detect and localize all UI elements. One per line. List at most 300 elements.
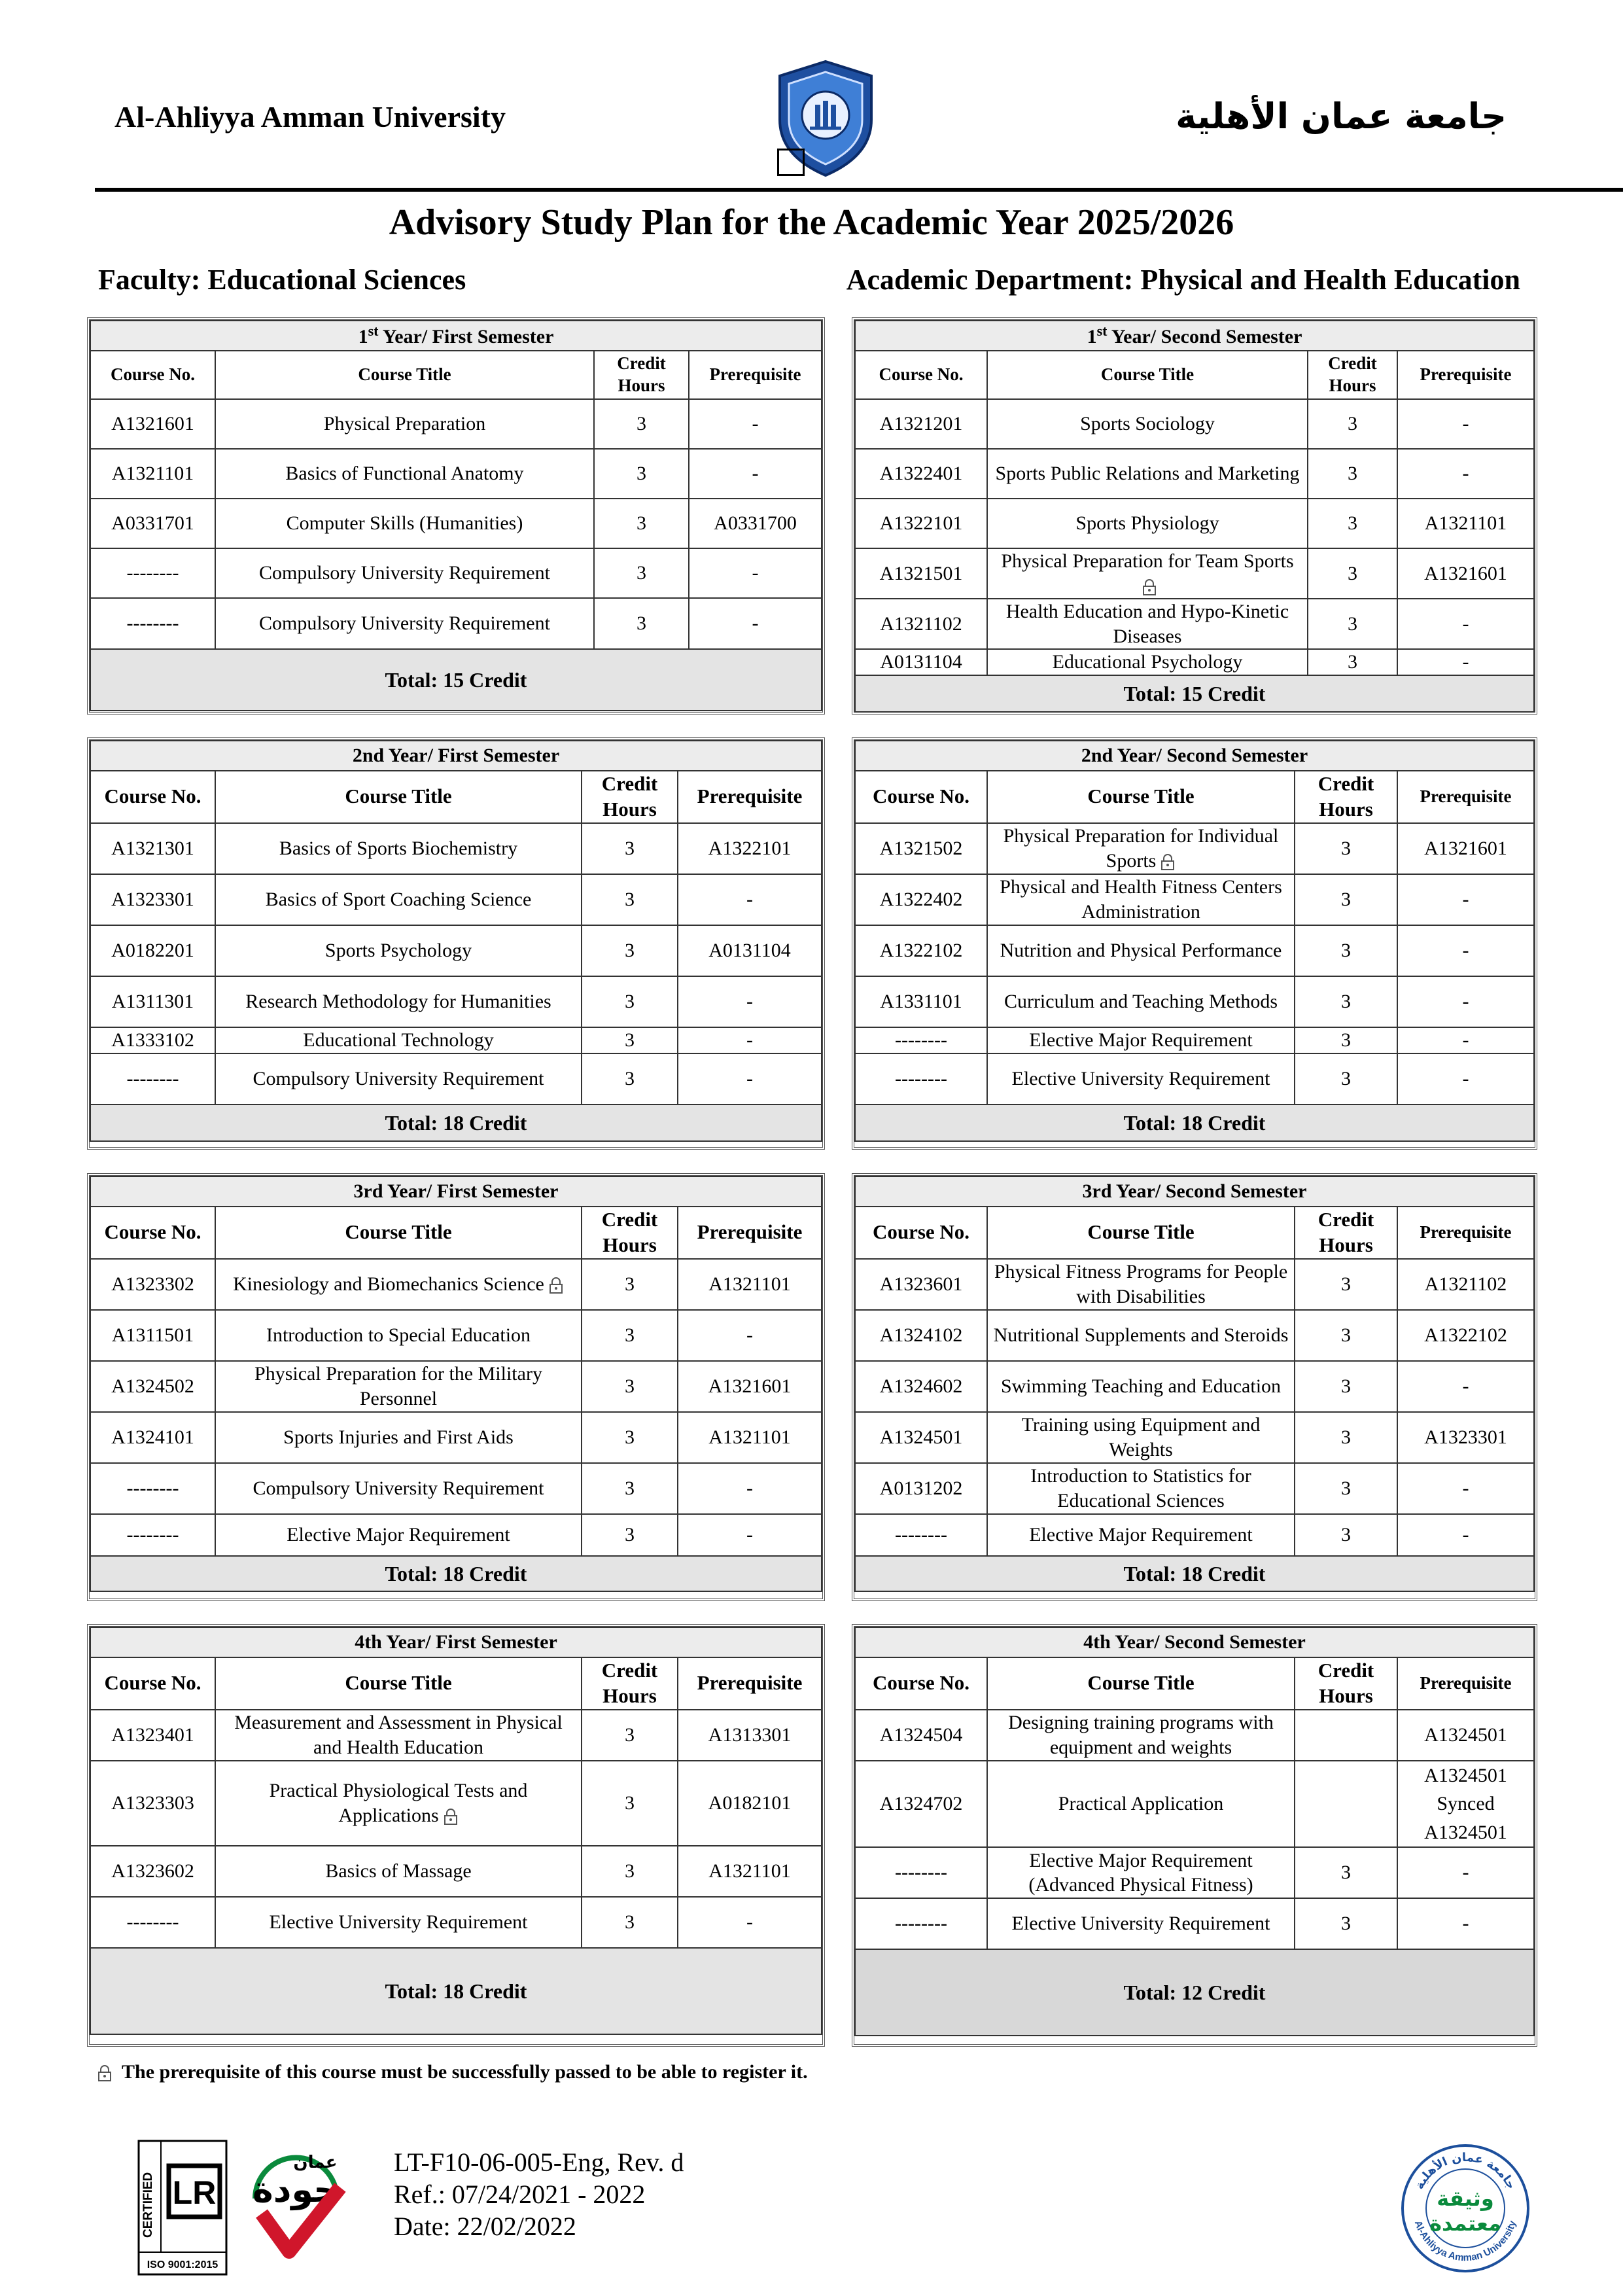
course-title: Measurement and Assessment in Physical and Health Education [215,1710,582,1761]
credit-hours: 3 [582,874,678,925]
col-course-title: Course Title [215,1657,582,1710]
semester-title: 1st Year/ Second Semester [855,321,1534,351]
course-title: Physical and Health Fitness Centers Administration [987,874,1295,925]
course-no: A1324502 [90,1361,215,1412]
page-title: Advisory Study Plan for the Academic Year 2025/2026 [389,202,1234,243]
seal-center-line2: معتمدة [1429,2211,1501,2236]
semester-title: 2nd Year/ Second Semester [855,741,1534,771]
col-course-title: Course Title [215,351,594,399]
semester-total: Total: 18 Credit [855,1104,1534,1141]
semester-table-y2s2 [852,737,1537,1150]
course-no: A0182201 [90,925,215,976]
iso-lr-mark: LR [172,2174,217,2211]
course-title: Nutritional Supplements and Steroids [987,1310,1295,1361]
table-row [90,1310,822,1361]
col-credit-hours: Credit Hours [582,1207,678,1259]
semester-table-y4s1 [87,1624,825,2047]
credit-hours: 3 [1295,874,1397,925]
table-row [90,1412,822,1463]
jawda-quality-logo [242,2136,350,2261]
course-title: Curriculum and Teaching Methods [987,976,1295,1027]
semester-title: 4th Year/ Second Semester [855,1627,1534,1657]
course-no: -------- [855,1027,987,1053]
course-title: Sports Psychology [215,925,582,976]
table-row [855,449,1534,499]
course-no: A1311301 [90,976,215,1027]
table-row [855,1053,1534,1104]
credit-hours: 3 [1308,548,1397,599]
course-no: A1322401 [855,449,987,499]
faculty-label: Faculty: Educational Sciences [98,264,466,296]
credit-hours: 3 [582,1463,678,1514]
university-name-ar: جامعة عمان الأهلية [1176,96,1507,137]
table-row [855,1027,1534,1053]
course-no: A0331701 [90,499,215,548]
course-no: -------- [90,1514,215,1556]
prerequisite: A1321601 [678,1361,822,1412]
semester-total: Total: 15 Credit [90,649,822,711]
course-title: Elective University Requirement [987,1898,1295,1949]
table-row [855,823,1534,874]
col-course-title: Course Title [987,1207,1295,1259]
course-no: -------- [90,1463,215,1514]
credit-hours: 3 [1308,449,1397,499]
course-title: Elective University Requirement [215,1897,582,1948]
table-row [855,548,1534,599]
course-no: A1323601 [855,1259,987,1310]
course-title: Physical Preparation for the Military Personnel [215,1361,582,1412]
header-divider [95,188,1623,192]
course-no: A1321501 [855,548,987,599]
table-row [855,1310,1534,1361]
prerequisite: - [689,449,822,499]
course-no: -------- [855,1898,987,1949]
col-course-no: Course No. [90,1657,215,1710]
footnote [97,2061,808,2083]
form-date: Date: 22/02/2022 [394,2212,576,2241]
prerequisite: A0131104 [678,925,822,976]
credit-hours: 3 [582,1412,678,1463]
course-title: Elective Major Requirement (Advanced Physical Fitness) [987,1847,1295,1898]
seal-center-line1: وثيقة [1437,2186,1494,2211]
lock-icon [1160,854,1176,871]
course-title: Elective Major Requirement [987,1027,1295,1053]
col-course-no: Course No. [855,1657,987,1710]
col-credit-hours: Credit Hours [1295,1207,1397,1259]
semester-total: Total: 18 Credit [90,1104,822,1141]
prerequisite: - [678,1027,822,1053]
credit-hours: 3 [1308,399,1397,449]
course-title: Basics of Sports Biochemistry [215,823,582,874]
course-title: Elective Major Requirement [987,1514,1295,1556]
credit-hours: 3 [582,976,678,1027]
course-title: Physical Preparation for Individual Sports [987,823,1295,874]
course-title: Swimming Teaching and Education [987,1361,1295,1412]
col-credit-hours: Credit Hours [1295,1657,1397,1710]
prerequisite: A1321101 [678,1846,822,1897]
course-title: Sports Public Relations and Marketing [987,449,1308,499]
table-row [90,925,822,976]
table-row [855,1412,1534,1463]
prerequisite: - [1397,874,1534,925]
prerequisite: A1313301 [678,1710,822,1761]
course-title: Computer Skills (Humanities) [215,499,594,548]
form-code: LT-F10-06-005-Eng, Rev. d [394,2147,684,2177]
col-course-no: Course No. [90,351,215,399]
course-no: A1324702 [855,1761,987,1848]
credit-hours: 3 [582,823,678,874]
course-no: -------- [855,1847,987,1898]
iso-standard-text: ISO 9001:2015 [147,2259,218,2270]
credit-hours: 3 [582,1514,678,1556]
course-no: -------- [855,1053,987,1104]
col-course-title: Course Title [987,771,1295,823]
credit-hours: 3 [1295,1027,1397,1053]
course-no: A1321201 [855,399,987,449]
credit-hours: 3 [582,1761,678,1846]
col-credit-hours: Credit Hours [1308,351,1397,399]
table-row [90,1463,822,1514]
course-no: A1324504 [855,1710,987,1761]
course-title: Designing training programs with equipment and weights [987,1710,1295,1761]
table-row [90,1259,822,1310]
course-title: Physical Preparation for Team Sports [987,548,1308,599]
course-title: Educational Technology [215,1027,582,1053]
course-title: Introduction to Statistics for Educational Sciences [987,1463,1295,1514]
credit-hours: 3 [594,449,689,499]
table-row [90,874,822,925]
table-row [90,499,822,548]
course-title: Kinesiology and Biomechanics Science [215,1259,582,1310]
credit-hours: 3 [1295,925,1397,976]
course-title: Sports Injuries and First Aids [215,1412,582,1463]
course-no: A1321601 [90,399,215,449]
course-no: -------- [855,1514,987,1556]
table-row [855,1361,1534,1412]
table-row [855,925,1534,976]
course-no: A1323302 [90,1259,215,1310]
prerequisite: A1324501 [1397,1710,1534,1761]
course-no: A1323602 [90,1846,215,1897]
course-no: A1324602 [855,1361,987,1412]
col-prerequisite: Prerequisite [689,351,822,399]
credit-hours: 3 [582,925,678,976]
course-title: Practical Physiological Tests and Applications [215,1761,582,1846]
course-no: A1331101 [855,976,987,1027]
credit-hours: 3 [594,598,689,649]
course-title: Research Methodology for Humanities [215,976,582,1027]
col-course-no: Course No. [855,1207,987,1259]
table-row [855,976,1534,1027]
credit-hours: 3 [1295,976,1397,1027]
prerequisite: - [689,399,822,449]
credit-hours: 3 [1295,1898,1397,1949]
table-row [855,399,1534,449]
prerequisite: A0331700 [689,499,822,548]
col-credit-hours: Credit Hours [1295,771,1397,823]
credit-hours: 3 [1295,1847,1397,1898]
table-row [90,598,822,649]
course-title: Training using Equipment and Weights [987,1412,1295,1463]
table-row [855,1463,1534,1514]
prerequisite: - [1397,1361,1534,1412]
prerequisite: - [1397,449,1534,499]
table-row [855,1259,1534,1310]
credit-hours: 3 [582,1361,678,1412]
prerequisite: A1321601 [1397,823,1534,874]
course-no: -------- [90,548,215,598]
col-course-no: Course No. [90,1207,215,1259]
prerequisite: A0182101 [678,1761,822,1846]
col-prerequisite: Prerequisite [678,1657,822,1710]
prerequisite: - [678,976,822,1027]
credit-hours: 3 [594,548,689,598]
course-no: A1311501 [90,1310,215,1361]
course-title: Elective Major Requirement [215,1514,582,1556]
course-no: A1321301 [90,823,215,874]
prerequisite: - [1397,1053,1534,1104]
form-ref: Ref.: 07/24/2021 - 2022 [394,2180,646,2209]
course-no: A1324102 [855,1310,987,1361]
course-title: Basics of Massage [215,1846,582,1897]
course-no: -------- [90,598,215,649]
credit-hours: 3 [594,399,689,449]
lock-icon [548,1277,564,1294]
course-no: A1322102 [855,925,987,976]
table-row [90,1846,822,1897]
semester-title: 3rd Year/ First Semester [90,1176,822,1207]
course-no: A0131202 [855,1463,987,1514]
col-prerequisite: Prerequisite [1397,1657,1534,1710]
credit-hours: 3 [582,1897,678,1948]
table-row [90,399,822,449]
lock-icon [97,2065,113,2082]
course-title: Introduction to Special Education [215,1310,582,1361]
semester-table-y2s1 [87,737,825,1150]
col-prerequisite: Prerequisite [1397,1207,1534,1259]
prerequisite: - [1397,599,1534,649]
table-row [855,1710,1534,1761]
semester-title: 3rd Year/ Second Semester [855,1176,1534,1207]
course-no: A1323301 [90,874,215,925]
course-no: -------- [90,1897,215,1948]
prerequisite: - [678,1897,822,1948]
course-title: Nutrition and Physical Performance [987,925,1295,976]
footnote-text: The prerequisite of this course must be successfully passed to be able to register it. [122,2061,808,2083]
prerequisite: - [1397,1898,1534,1949]
credit-hours: 3 [582,1310,678,1361]
semester-table-y3s1 [87,1173,825,1601]
table-row [855,1898,1534,1949]
jawda-big-text: جودة [252,2169,340,2210]
credit-hours: 3 [1295,1053,1397,1104]
semester-table-y4s2 [852,1624,1537,2047]
credit-hours: 3 [582,1027,678,1053]
prerequisite: - [678,874,822,925]
semester-total: Total: 18 Credit [90,1948,822,2034]
table-row [855,1761,1534,1848]
semester-table-y1s1 [87,317,825,715]
table-row [90,1514,822,1556]
table-row [90,1361,822,1412]
credit-hours: 3 [1308,649,1397,675]
prerequisite: - [1397,976,1534,1027]
credit-hours: 3 [582,1053,678,1104]
col-course-no: Course No. [90,771,215,823]
lock-icon [1142,579,1157,596]
semester-total: Total: 15 Credit [855,675,1534,712]
course-title: Elective University Requirement [987,1053,1295,1104]
col-course-no: Course No. [855,351,987,399]
course-title: Compulsory University Requirement [215,1053,582,1104]
semester-title: 1st Year/ First Semester [90,321,822,351]
table-row [90,1053,822,1104]
col-prerequisite: Prerequisite [678,1207,822,1259]
col-credit-hours: Credit Hours [594,351,689,399]
university-name-en: Al-Ahliyya Amman University [114,100,506,133]
seal-bottom-text: Al-Ahliyya Amman University [1412,2219,1519,2264]
table-row [90,976,822,1027]
course-title: Sports Sociology [987,399,1308,449]
prerequisite: - [678,1053,822,1104]
semester-title: 2nd Year/ First Semester [90,741,822,771]
course-no: A1321102 [855,599,987,649]
col-course-title: Course Title [215,1207,582,1259]
course-title: Health Education and Hypo-Kinetic Diseases [987,599,1308,649]
table-row [855,874,1534,925]
semester-total: Total: 18 Credit [90,1556,822,1591]
seal-top-text: جامعة عمان الأهلية [1412,2150,1518,2192]
prerequisite: - [1397,1027,1534,1053]
table-row [90,449,822,499]
credit-hours: 3 [1295,1361,1397,1412]
credit-hours: 3 [1308,499,1397,548]
table-row [90,548,822,598]
course-no: A1324501 [855,1412,987,1463]
credit-hours: 3 [582,1259,678,1310]
credit-hours [1295,1710,1397,1761]
col-prerequisite: Prerequisite [1397,771,1534,823]
course-no: A1322101 [855,499,987,548]
col-course-title: Course Title [215,771,582,823]
semester-title: 4th Year/ First Semester [90,1627,822,1657]
col-prerequisite: Prerequisite [1397,351,1534,399]
lock-icon [443,1809,459,1826]
jawda-small-text: عمان [293,2153,338,2172]
table-row [855,1514,1534,1556]
col-course-title: Course Title [987,1657,1295,1710]
course-title: Physical Fitness Programs for People with Disabilities [987,1259,1295,1310]
course-no: A1323303 [90,1761,215,1846]
credit-hours: 3 [1295,823,1397,874]
course-no: A0131104 [855,649,987,675]
credit-hours: 3 [1295,1463,1397,1514]
prerequisite: - [678,1514,822,1556]
iso-certified-badge [137,2140,228,2276]
semester-table-y1s2 [852,317,1537,715]
prerequisite: - [678,1310,822,1361]
prerequisite: - [1397,399,1534,449]
form-info [394,2146,684,2242]
table-row [90,1027,822,1053]
course-title: Compulsory University Requirement [215,548,594,598]
course-title: Compulsory University Requirement [215,1463,582,1514]
prerequisite: A1323301 [1397,1412,1534,1463]
course-title: Basics of Functional Anatomy [215,449,594,499]
prerequisite: - [689,548,822,598]
table-row [90,1761,822,1846]
course-no: -------- [90,1053,215,1104]
course-title: Sports Physiology [987,499,1308,548]
table-row [855,1847,1534,1898]
course-no: A1321502 [855,823,987,874]
prerequisite: A1322102 [1397,1310,1534,1361]
prerequisite: A1321601 [1397,548,1534,599]
prerequisite: - [1397,649,1534,675]
prerequisite [1397,1761,1534,1848]
credit-hours [1295,1761,1397,1848]
col-course-no: Course No. [855,771,987,823]
prerequisite: - [1397,1463,1534,1514]
credit-hours: 3 [582,1846,678,1897]
course-no: A1321101 [90,449,215,499]
prerequisite: A1321101 [678,1412,822,1463]
table-row [90,1897,822,1948]
prerequisite: A1322101 [678,823,822,874]
prereq-line: A1324501 [1424,1764,1507,1786]
table-row [90,1710,822,1761]
col-course-title: Course Title [987,351,1308,399]
department-label: Academic Department: Physical and Health Education [846,264,1520,296]
credit-hours: 3 [1295,1310,1397,1361]
semester-total: Total: 18 Credit [855,1556,1534,1591]
course-no: A1322402 [855,874,987,925]
iso-certified-text: CERTIFIED [141,2172,155,2238]
credit-hours: 3 [1295,1514,1397,1556]
course-no: A1324101 [90,1412,215,1463]
prerequisite: A1321102 [1397,1259,1534,1310]
course-title: Educational Psychology [987,649,1308,675]
credit-hours: 3 [582,1710,678,1761]
prerequisite: - [678,1463,822,1514]
credit-hours: 3 [1308,599,1397,649]
course-title: Physical Preparation [215,399,594,449]
course-title: Practical Application [987,1761,1295,1848]
credit-hours: 3 [1295,1412,1397,1463]
prerequisite: A1321101 [1397,499,1534,548]
course-title: Compulsory University Requirement [215,598,594,649]
prereq-sync-label: Synced [1437,1793,1495,1814]
course-no: A1333102 [90,1027,215,1053]
credit-hours: 3 [594,499,689,548]
prerequisite: - [1397,925,1534,976]
prerequisite: - [1397,1514,1534,1556]
prerequisite: - [1397,1847,1534,1898]
col-prerequisite: Prerequisite [678,771,822,823]
semester-total: Total: 12 Credit [855,1949,1534,2036]
prerequisite: A1321101 [678,1259,822,1310]
course-title: Basics of Sport Coaching Science [215,874,582,925]
course-no: A1323401 [90,1710,215,1761]
col-credit-hours: Credit Hours [582,771,678,823]
prerequisite: - [689,598,822,649]
checkbox-mark [777,149,805,176]
table-row [855,649,1534,675]
prereq-line: A1324501 [1424,1821,1507,1843]
approved-document-seal [1400,2143,1531,2274]
table-row [90,823,822,874]
credit-hours: 3 [1295,1259,1397,1310]
